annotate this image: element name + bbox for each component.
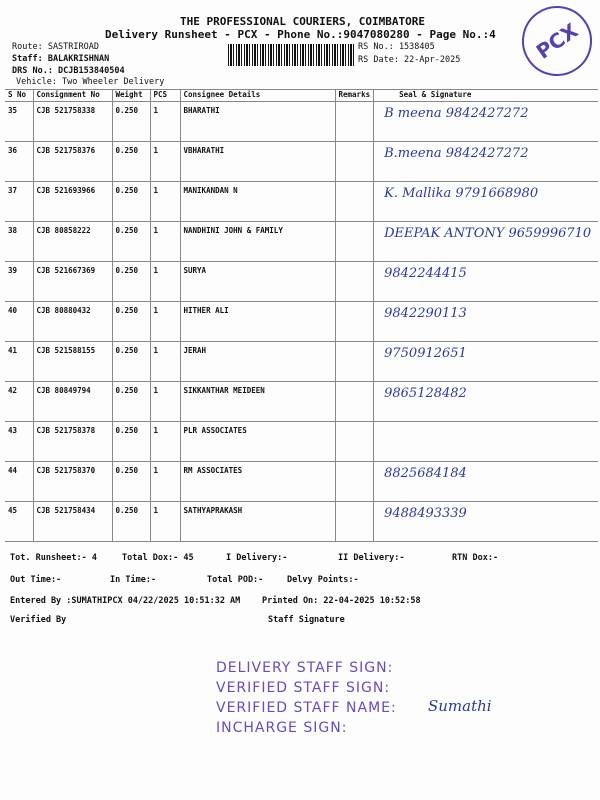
cell-sno: 41 (5, 342, 33, 382)
cell-consignee: HITHER ALI (180, 302, 335, 342)
table-row (5, 462, 598, 502)
cell-sno: 42 (5, 382, 33, 422)
cell-consignee: PLR ASSOCIATES (180, 422, 335, 462)
out-time: Out Time:- (10, 575, 62, 585)
cell-cno: CJB 521693966 (33, 182, 112, 222)
barcode (228, 44, 354, 66)
cell-weight: 0.250 (112, 422, 150, 462)
handwritten-signature: 9865128482 (374, 382, 598, 422)
verified-staff-name-handwritten: Sumathi (428, 697, 492, 715)
col-signature: Seal & Signature (374, 90, 598, 102)
cell-weight: 0.250 (112, 462, 150, 502)
total-pod: Total POD:- (207, 575, 264, 585)
cell-pcs: 1 (150, 342, 180, 382)
consignment-table (5, 89, 598, 542)
cell-sno: 40 (5, 302, 33, 342)
cell-consignee: SURYA (180, 262, 335, 302)
cell-remarks (335, 262, 374, 302)
handwritten-signature: 9842244415 (374, 262, 598, 302)
cell-remarks (335, 462, 374, 502)
table-row (5, 382, 598, 422)
cell-pcs: 1 (150, 222, 180, 262)
cell-weight: 0.250 (112, 262, 150, 302)
vehicle: Vehicle: Two Wheeler Delivery (16, 77, 165, 87)
verified-by: Verified By (10, 615, 67, 625)
cell-pcs: 1 (150, 422, 180, 462)
cell-consignee: JERAH (180, 342, 335, 382)
cell-remarks (335, 302, 374, 342)
table-row (5, 262, 598, 302)
cell-weight: 0.250 (112, 102, 150, 142)
staff-signature-label: Staff Signature (268, 615, 345, 625)
cell-sno: 37 (5, 182, 33, 222)
rtn-dox: RTN Dox:- (452, 553, 499, 563)
cell-consignee: RM ASSOCIATES (180, 462, 335, 502)
cell-pcs: 1 (150, 262, 180, 302)
cell-remarks (335, 382, 374, 422)
cell-remarks (335, 102, 374, 142)
cell-weight: 0.250 (112, 222, 150, 262)
cell-weight: 0.250 (112, 302, 150, 342)
cell-pcs: 1 (150, 302, 180, 342)
table-row (5, 142, 598, 182)
cell-cno: CJB 521758370 (33, 462, 112, 502)
cell-consignee: SIKKANTHAR MEIDEEN (180, 382, 335, 422)
company-name: THE PROFESSIONAL COURIERS, COIMBATORE (180, 15, 426, 28)
handwritten-signature: B meena 9842427272 (374, 102, 598, 142)
cell-pcs: 1 (150, 102, 180, 142)
handwritten-signature: DEEPAK ANTONY 9659996710 (374, 222, 598, 262)
seal-delivery-staff-sign: DELIVERY STAFF SIGN: (216, 660, 394, 676)
cell-remarks (335, 222, 374, 262)
handwritten-signature: 9488493339 (374, 502, 598, 542)
cell-consignee: SATHYAPRAKASH (180, 502, 335, 542)
handwritten-signature: K. Mallika 9791668980 (374, 182, 598, 222)
table-row (5, 422, 598, 462)
handwritten-signature: 8825684184 (374, 462, 598, 502)
printed-on: Printed On: 22-04-2025 10:52:58 (262, 596, 421, 606)
rs-number: RS No.: 1538405 (358, 42, 435, 52)
i-delivery: I Delivery:- (226, 553, 288, 563)
runsheet-title: Delivery Runsheet - PCX - Phone No.:9047080280 - Page No.:4 (105, 28, 496, 41)
cell-remarks (335, 182, 374, 222)
cell-sno: 45 (5, 502, 33, 542)
cell-weight: 0.250 (112, 182, 150, 222)
drs-number: DRS No.: DCJB153840504 (12, 66, 125, 76)
rs-date: RS Date: 22-Apr-2025 (358, 55, 461, 65)
in-time: In Time:- (110, 575, 157, 585)
table-row (5, 502, 598, 542)
cell-pcs: 1 (150, 382, 180, 422)
table-row (5, 302, 598, 342)
cell-cno: CJB 80858222 (33, 222, 112, 262)
table-row (5, 182, 598, 222)
col-pcs: PCS (150, 90, 180, 102)
route: Route: SASTRIROAD (12, 42, 99, 52)
cell-remarks (335, 422, 374, 462)
cell-weight: 0.250 (112, 502, 150, 542)
table-row (5, 102, 598, 142)
handwritten-signature: 9842290113 (374, 302, 598, 342)
total-dox: Total Dox:- 45 (122, 553, 194, 563)
cell-cno: CJB 521758378 (33, 422, 112, 462)
cell-sno: 38 (5, 222, 33, 262)
cell-cno: CJB 521667369 (33, 262, 112, 302)
seal-verified-staff-sign: VERIFIED STAFF SIGN: (216, 680, 391, 696)
cell-remarks (335, 502, 374, 542)
entered-by: Entered By :SUMATHIPCX 04/22/2025 10:51:32 AM (10, 596, 241, 606)
cell-cno: CJB 521588155 (33, 342, 112, 382)
cell-sno: 35 (5, 102, 33, 142)
cell-sno: 39 (5, 262, 33, 302)
cell-sno: 44 (5, 462, 33, 502)
cell-remarks (335, 342, 374, 382)
cell-pcs: 1 (150, 182, 180, 222)
cell-consignee: VBHARATHI (180, 142, 335, 182)
staff: Staff: BALAKRISHNAN (12, 54, 110, 64)
cell-cno: CJB 521758376 (33, 142, 112, 182)
cell-cno: CJB 521758338 (33, 102, 112, 142)
table-row (5, 342, 598, 382)
cell-consignee: MANIKANDAN N (180, 182, 335, 222)
col-consignment: Consignment No (33, 90, 112, 102)
cell-pcs: 1 (150, 142, 180, 182)
handwritten-signature: B.meena 9842427272 (374, 142, 598, 182)
cell-cno: CJB 521758434 (33, 502, 112, 542)
pcx-stamp: PCX (508, 0, 600, 90)
tot-runsheet: Tot. Runsheet:- 4 (10, 553, 97, 563)
col-sno: S No (5, 90, 33, 102)
cell-weight: 0.250 (112, 142, 150, 182)
cell-weight: 0.250 (112, 342, 150, 382)
seal-verified-staff-name: VERIFIED STAFF NAME: (216, 700, 397, 716)
table-row (5, 222, 598, 262)
cell-pcs: 1 (150, 462, 180, 502)
handwritten-signature: 9750912651 (374, 342, 598, 382)
col-remarks: Remarks (335, 90, 374, 102)
cell-sno: 36 (5, 142, 33, 182)
cell-cno: CJB 80880432 (33, 302, 112, 342)
cell-weight: 0.250 (112, 382, 150, 422)
cell-consignee: BHARATHI (180, 102, 335, 142)
col-weight: Weight (112, 90, 150, 102)
delvy-points: Delvy Points:- (287, 575, 359, 585)
cell-sno: 43 (5, 422, 33, 462)
cell-remarks (335, 142, 374, 182)
cell-consignee: NANDHINI JOHN & FAMILY (180, 222, 335, 262)
handwritten-signature (374, 422, 598, 462)
cell-pcs: 1 (150, 502, 180, 542)
ii-delivery: II Delivery:- (338, 553, 405, 563)
col-consignee: Consignee Details (180, 90, 335, 102)
seal-incharge-sign: INCHARGE SIGN: (216, 720, 348, 736)
cell-cno: CJB 80849794 (33, 382, 112, 422)
